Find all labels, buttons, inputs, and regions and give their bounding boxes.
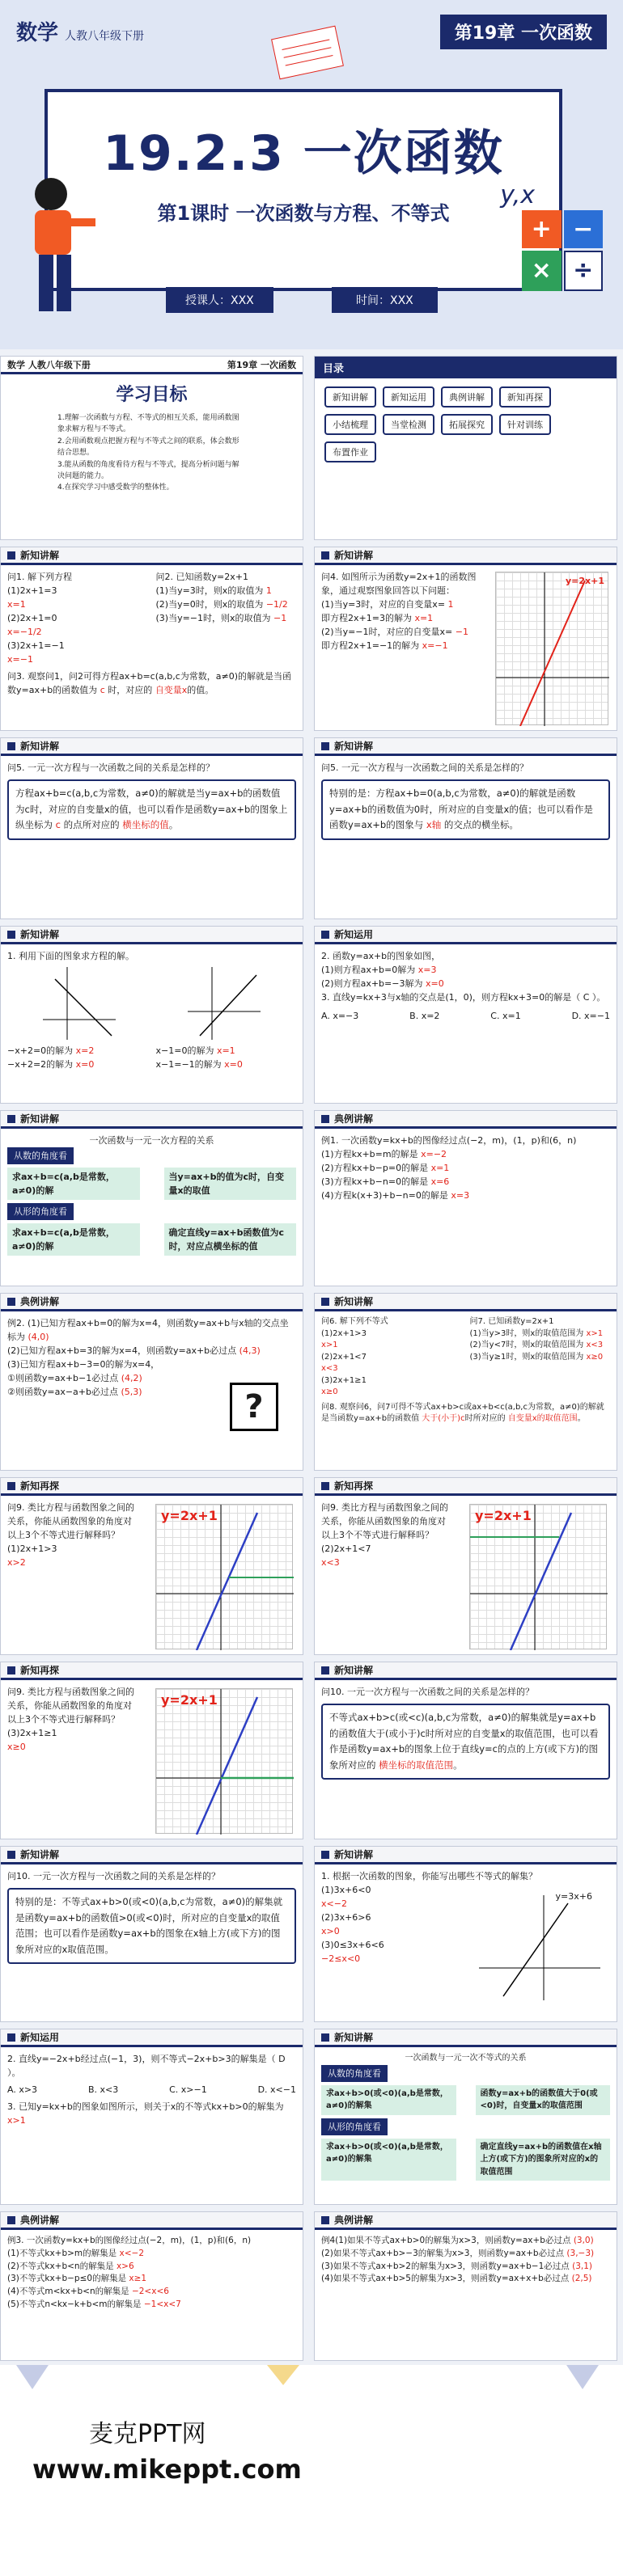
q7b-answer: x<3 [586,1341,604,1349]
line-label: y=2x+1 [161,1692,218,1708]
slide-ineq-relation-1 [314,1662,617,1839]
ineq-a-answer: x<−2 [321,1898,347,1910]
ineq-a: (1)3x+6<0 [321,1885,371,1896]
question: 2. 函数y=ax+b的图象如图， [321,951,441,961]
slide-bar: 新知讲解 [315,1662,617,1680]
slide-bar: 新知讲解 [1,927,303,944]
question: 例3. 一次函数y=kx+b的图像经过点(−2，m)，(1，p)和(6，n) [7,2236,252,2245]
q-b-answer: (4,3) [239,1345,261,1357]
q4a-answer: 1 [447,599,454,610]
menu-item[interactable]: 针对训练 [499,414,551,435]
ineq-c-answer: −2≤x<0 [321,1953,361,1965]
question: 问5. 一元一次方程与一次函数之间的关系是怎样的？ [321,762,528,773]
q4b: 即方程2x+1=3的解为 [321,613,412,624]
menu-item[interactable]: 新知再探 [499,386,551,408]
q-b: 3. 已知y=kx+b的图象如图所示，则关于x的不等式kx+b>0的解集为 [7,2101,284,2113]
q-c: (3)如果不等式ax+b>2的解集为x>3，则函数y=ax+b−1必过点 [321,2261,570,2271]
line-graph [470,1505,608,1650]
goals-header: 数学 人教八年级下册 [7,359,91,370]
eq1: −x+2=0的解为 [7,1045,74,1057]
q1c: (3)2x+1=−1 [7,640,65,652]
slide-bar: 典例讲解 [315,2212,617,2230]
num-left: 求ax+b>0(或<0)(a,b是常数，a≠0)的解集 [321,2085,456,2115]
q-a-answer: (3,0) [573,2236,594,2245]
shape-angle-label: 从形的角度看 [7,1203,74,1220]
goal-item: 1.理解一次函数与方程、不等式的相互关系，能用函数图象求解方程与不等式。 [57,414,239,434]
ineq-answer: x>2 [7,1557,26,1569]
q6b: (2)2x+1<7 [321,1352,367,1362]
q-a: 例2. (1)已知方程ax+b=0的解为x=4，则函数y=ax+b与x轴的交点坐标为 [7,1318,289,1343]
relation-end: 的交点的横坐标。 [443,819,519,831]
goals-slide [0,356,303,540]
q-c-answer: x=6 [430,1176,450,1188]
slide-bar: 新知讲解 [315,738,617,756]
q-c-answer: (3,1) [572,2261,593,2271]
slide-ineq-relation-2 [0,1846,303,2022]
relation-text: 方程ax+b=c(a,b,c为常数，a≠0)的解就是当y=ax+b的函数值为c时，对应的自变量x的值，也可以看作是函数y=ax+b的图象上纵坐标为 [15,788,288,831]
q6a-answer: x>1 [321,1341,338,1349]
q7a: (1)当y>3时，则x的取值范围为 [469,1328,584,1338]
divide-icon: ÷ [564,251,604,292]
time-box: 时间：XXX [332,287,438,313]
option: C. x=1 [490,1011,521,1022]
slide-bar: 新知讲解 [315,1847,617,1864]
option: B. x=2 [409,1011,440,1022]
num-left: 求ax+b=c(a,b是常数，a≠0)的解 [7,1168,140,1200]
slide-reexplore-3 [0,1662,303,1839]
ineq-b-answer: x>0 [321,1926,340,1937]
q6a: (1)2x+1>3 [321,1328,367,1338]
q6: 问6. 解下列不等式 [321,1317,388,1326]
q-b-answer: (3,−3) [566,2248,595,2258]
q-d-answer: x=3 [451,1190,470,1201]
slide-bar: 新知讲解 [315,547,617,565]
q-a-answer: x=−2 [421,1149,447,1160]
relation-tail: 。 [168,819,179,831]
q7: 问7. 已知函数y=2x+1 [469,1317,554,1326]
q2a-answer: 1 [265,585,272,597]
contents-title: 目录 [315,357,617,378]
goals-title: 学习目标 [116,385,188,405]
slide-relation-1 [0,737,303,919]
q-a: (1)方程kx+b=m的解是 [321,1149,418,1160]
menu-item[interactable]: 布置作业 [324,441,376,462]
relation-mid: 的点所对应的 [63,819,120,831]
slide-apply-2 [0,2029,303,2205]
question: 问5. 一元一次方程与一次函数之间的关系是怎样的？ [7,762,214,773]
q-b-answer: x=0 [425,978,444,990]
logo-url[interactable]: www.mikeppt.com [32,2454,302,2485]
option: A. x=−3 [321,1011,359,1022]
line-graph [496,572,609,726]
q4d: 即方程2x+1=−1的解为 [321,640,420,652]
graph-grid [155,1504,293,1649]
q-b: (2)已知方程ax+b=3的解为x=4，则函数y=ax+b必过点 [7,1345,237,1357]
q-b-answer: x>1 [7,2115,26,2126]
q6c: (3)2x+1≥1 [321,1375,367,1385]
option: A. x>3 [7,2084,38,2096]
q-c: (3)已知方程ax+b−3=0的解为x=4， [7,1359,160,1370]
menu-item[interactable]: 新知运用 [383,386,434,408]
ineq: (1)2x+1>3 [7,1543,57,1555]
q-d-answer: (2,5) [571,2274,592,2284]
q-c2: ②则函数y=ax−a+b必过点 [7,1387,118,1398]
slide-relation-2 [314,737,617,919]
q1c-answer: x=−1 [7,654,33,665]
cover-title: 19.2.3 一次函数 [103,125,504,182]
eq3: x−1=0的解为 [155,1045,214,1057]
cover-slide [0,0,623,349]
cover-chapter: 第19章 一次函数 [440,15,607,49]
q8-mid: 时所对应的 [464,1414,506,1423]
q8: 问8. 观察问6，问7可得不等式ax+b>c或ax+b<c(a,b,c为常数，a≠0)的解就是当函数y=ax+b的函数值 [321,1402,604,1423]
relation-text: 不等式ax+b>c(或<c)(a,b,c为常数，a≠0)的解集就是y=ax+b的函数值大于(或小于)c时所对应的自变量x的取值范围，也可以看作是函数y=ax+b的图象上位于直线y=c的点的上方(或下方)的图象所对应的 [329,1712,599,1771]
q1b: (2)2x+1=0 [7,613,57,624]
decorative-triangles-icon [0,2365,623,2397]
slide-graph-equation [314,547,617,731]
line-graph [479,1895,600,2000]
slide-bar: 典例讲解 [1,1294,303,1311]
answer-range: 横坐标的取值范围 [379,1759,454,1771]
q4: 问4. 如图所示为函数y=2x+1的函数图象，通过观察图象回答以下问题： [321,572,477,597]
q4c-answer: −1 [455,627,468,638]
cover-subtitle: 第1课时 一次函数与方程、不等式 [157,202,450,225]
q-c1-answer: (4,2) [121,1373,142,1384]
relation-box: 特别的是：不等式ax+b>0(或<0)(a,b,c为常数，a≠0)的解集就是函数y=ax+b的函数值>0(或<0)时，所对应的自变量x的取值范围；也可以看作是函数y=ax+b的图象在x轴上方(或下方)的图象所对应的x取值范围。 [7,1888,296,1964]
shape-angle-label: 从形的角度看 [321,2118,388,2135]
slide-graph-solve [0,926,303,1104]
question: 问10. 一元一次方程与一次函数之间的关系是怎样的？ [321,1687,534,1697]
question: 问9. 类比方程与函数图象之间的关系，你能从函数图象的角度对以上3个不等式进行解释吗？ [7,1502,134,1541]
q-c2-answer: (5,3) [121,1387,142,1398]
q3-answer-2: 自变量x [155,685,188,696]
q7c: (3)当y≥1时，则x的取值范围为 [469,1352,584,1362]
eq2-answer: x=0 [75,1059,95,1071]
slide-bar: 典例讲解 [1,2212,303,2230]
line-label: y=2x+1 [161,1508,218,1523]
answer-abscissa: 横坐标的值 [122,819,169,831]
slide-bar: 新知再探 [1,1478,303,1496]
slide-summary-ineq [314,2029,617,2205]
q-a: (1)不等式kx+b>m的解集是 [7,2248,117,2258]
minus-icon: − [564,210,604,248]
q-a: (1)则方程ax+b=0解为 [321,965,416,976]
q3-end: 的值。 [187,685,214,696]
cover-subject: 数学 人教八年级下册 [16,21,145,45]
q-d: (4)如果不等式ax+b>5的解集为x>3，则函数y=ax+x+b必过点 [321,2274,570,2284]
line-label: y=3x+6 [555,1891,592,1902]
eq1-answer: x=2 [75,1045,95,1057]
q2: 问2. 已知函数y=2x+1 [155,572,248,582]
slide-bar: 新知讲解 [315,1294,617,1311]
q4d-answer: x=−1 [422,640,448,652]
relation-box [7,779,296,840]
q-c: (3)方程kx+b−n=0的解是 [321,1176,429,1188]
slide-reexplore-2 [314,1477,617,1655]
slide-reexplore-1 [0,1477,303,1655]
line-graph [156,1505,294,1650]
eq4: x−1=−1的解为 [155,1059,222,1071]
eq2: −x+2=2的解为 [7,1059,74,1071]
summary-title: 一次函数与一元一次方程的关系 [89,1135,214,1146]
q-d: (4)方程k(x+3)+b−n=0的解是 [321,1190,448,1201]
ineq-answer: x≥0 [7,1742,26,1753]
num-angle-label: 从数的角度看 [321,2065,388,2082]
shape-right: 确定直线y=ax+b的函数值在x轴上方(或下方)的图象所对应的x的取值范围 [476,2139,611,2181]
q1: 问1. 解下列方程 [7,572,72,582]
shape-right: 确定直线y=ax+b函数值为c时，对应点横坐标的值 [164,1223,297,1256]
q8-tail: 。 [577,1414,586,1423]
cover-frame [44,89,562,291]
q1b-answer: x=−1/2 [7,627,42,638]
slide-example-4 [314,2211,617,2361]
answer-c: c [55,819,61,831]
line-graph [156,1689,294,1835]
ineq: (2)2x+1<7 [321,1543,371,1555]
q-b-answer: x=1 [430,1163,450,1174]
goal-item: 3.能从函数的角度看待方程与不等式，提高分析问题与解决问题的能力。 [57,460,239,480]
q-d-answer: −2<x<6 [131,2287,169,2296]
q-d: (4)不等式m<kx+b<n的解集是 [7,2287,129,2296]
operator-grid [522,210,603,291]
q8-answer-1: 大于(小于)c [422,1414,465,1423]
q-a-answer: x<−2 [119,2248,145,2258]
menu-item[interactable]: 当堂检测 [383,414,434,435]
q2a: (1)当y=3时，则x的取值为 [155,585,264,597]
num-right: 函数y=ax+b的函数值大于0(或<0)时，自变量x的取值范围 [476,2085,611,2115]
question: 问9. 类比方程与函数图象之间的关系，你能从函数图象的角度对以上3个不等式进行解释吗？ [7,1687,134,1725]
paper-decoration-icon [267,24,348,81]
line-label: y=2x+1 [475,1508,532,1523]
q3-mid: 时，对应的 [108,685,153,696]
q6c-answer: x≥0 [321,1387,338,1396]
question-mark-icon: ? [230,1383,278,1431]
q1a: (1)2x+1=3 [7,585,57,597]
shape-left: 求ax+b=c(a,b是常数，a≠0)的解 [7,1223,140,1256]
logo-text: 麦克PPT网 [89,2420,206,2448]
ineq: (3)2x+1≥1 [7,1728,57,1739]
q-c: 3. 直线y=kx+3与x轴的交点是(1，0)，则方程kx+3=0的解是（ C ）。 [321,992,606,1003]
goals-chapter: 第19章 一次函数 [227,359,296,370]
q2c: (3)当y=−1时，则x的取值为 [155,613,271,624]
q-a: 2. 直线y=−2x+b经过点(−1，3)，则不等式−2x+b>3的解集是（ D ）。 [7,2054,286,2079]
slide-example-1 [314,1110,617,1286]
q-b: (2)方程kx+b−p=0的解是 [321,1163,429,1174]
goal-item: 2.会用函数观点把握方程与不等式之间的联系，体会数形结合思想。 [57,437,239,458]
option: D. x=−1 [571,1011,610,1022]
summary-title: 一次函数与一元一次不等式的关系 [405,2054,527,2063]
q-c: (3)不等式kx+b−p≤0的解集是 [7,2274,127,2284]
option: C. x>−1 [169,2084,207,2096]
option: B. x<3 [87,2084,119,2096]
slide-bar: 新知运用 [1,2029,303,2047]
menu-item[interactable]: 典例讲解 [441,386,493,408]
slide-summary-eq [0,1110,303,1286]
slide-bar: 典例讲解 [315,1111,617,1129]
q-a-answer: (4,0) [28,1332,49,1343]
q-e: (5)不等式n<kx−k+b<m的解集是 [7,2299,142,2309]
q-b: (2)则方程ax+b=−3解为 [321,978,423,990]
q7c-answer: x≥0 [586,1352,604,1362]
slide-bar: 新知讲解 [1,1847,303,1864]
q3-answer-1: c [100,685,105,696]
eq3-answer: x=1 [216,1045,235,1057]
goal-item: 4.在探究学习中感受数学的整体性。 [57,484,174,492]
num-angle-label: 从数的角度看 [7,1147,74,1164]
graph-grid [469,1504,607,1649]
question: 1. 利用下面的图象求方程的解。 [7,951,134,961]
option: D. x<−1 [257,2084,296,2096]
slide-inequalities [314,1293,617,1471]
q7a-answer: x>1 [586,1328,604,1338]
ineq-answer: x<3 [321,1557,340,1569]
slide-bar: 新知再探 [1,1662,303,1680]
relation-box [321,1704,610,1780]
q-e-answer: −1<x<7 [143,2299,181,2309]
question: 1. 根据一次函数的图象，你能写出哪些不等式的解集？ [321,1871,537,1881]
slide-example-2 [0,1293,303,1471]
lecturer-box: 授课人：XXX [166,287,273,313]
slide-bar: 新知讲解 [1,547,303,565]
contents-slide [314,356,617,540]
slide-equations [0,547,303,731]
q2b: (2)当y=0时，则x的取值为 [155,599,264,610]
slide-bar: 新知讲解 [1,1111,303,1129]
q4b-answer: x=1 [414,613,434,624]
q3: 问3. 观察问1，问2可得方程ax+b=c(a,b,c为常数，a≠0)的解就是当函数y=ax+b的函数值为 [7,671,292,696]
contents-menu [315,378,617,471]
q1a-answer: x=1 [7,599,26,610]
q4a: (1)当y=3时，对应的自变量x= [321,599,446,610]
q-b-answer: x>6 [116,2261,134,2271]
relation-text: 特别的是：方程ax+b=0(a,b,c为常数，a≠0)的解就是函数y=ax+b的函数值为0时，所对应的自变量x的值；也可以看作是函数y=ax+b的图象与 [329,788,593,831]
shape-left: 求ax+b>0(或<0)(a,b是常数，a≠0)的解集 [321,2139,456,2181]
num-right: 当y=ax+b的值为c时，自变量x的取值 [164,1168,297,1200]
slide-bar: 新知运用 [315,927,617,944]
times-icon: × [522,251,562,292]
relation-box [321,779,610,840]
graph-grid [155,1688,293,1834]
q-b: (2)如果不等式ax+b>−3的解集为x>3，则函数y=ax+b必过点 [321,2248,565,2258]
eq4-answer: x=0 [224,1059,243,1071]
q7b: (2)当y<7时，则x的取值范围为 [469,1341,584,1349]
q-a: 例4(1)如果不等式ax+b>0的解集为x>3，则函数y=ax+b必过点 [321,2236,571,2245]
slide-bar: 新知再探 [315,1478,617,1496]
question: 问9. 类比方程与函数图象之间的关系，你能从函数图象的角度对以上3个不等式进行解释吗？ [321,1502,448,1541]
graph-grid [495,572,608,725]
line-label: y=2x+1 [565,576,604,586]
yx-symbol: y,x [500,181,535,209]
slide-bar: 新知讲解 [1,738,303,756]
menu-item[interactable]: 小结梳理 [324,414,376,435]
menu-item[interactable]: 拓展探究 [441,414,493,435]
slide-bar: 新知讲解 [315,2029,617,2047]
graph-x-minus-1 [180,963,269,1044]
answer-x-axis: x轴 [426,819,442,831]
slide-apply-1 [314,926,617,1104]
slide-example-3 [0,2211,303,2361]
q-c1: ①则函数y=ax+b−1必过点 [7,1373,119,1384]
q6b-answer: x<3 [321,1364,338,1373]
q2b-answer: −1/2 [265,599,288,610]
ineq-c: (3)0≤3x+6<6 [321,1940,384,1951]
relation-end: 。 [453,1759,463,1771]
q-b: (2)不等式kx+b<n的解集是 [7,2261,114,2271]
plus-icon: + [522,210,562,248]
question: 问10. 一元一次方程与一次函数之间的关系是怎样的？ [7,1871,220,1881]
ineq-b: (2)3x+6>6 [321,1912,371,1924]
q8-answer-2: 自变量x的取值范围 [507,1414,578,1423]
q-a-answer: x=3 [417,965,437,976]
student-figure-icon [6,170,104,332]
graph-neg-x-plus-2 [35,963,124,1044]
q2c-answer: −1 [273,613,287,624]
footer-logo [0,2365,623,2576]
question: 例1. 一次函数y=kx+b的图像经过点(−2，m)，(1，p)和(6，n) [321,1135,577,1146]
slide-ineq-graph [314,1846,617,2022]
q4c: (2)当y=−1时，对应的自变量x= [321,627,453,638]
q-c-answer: x≥1 [129,2274,147,2284]
menu-item[interactable]: 新知讲解 [324,386,376,408]
